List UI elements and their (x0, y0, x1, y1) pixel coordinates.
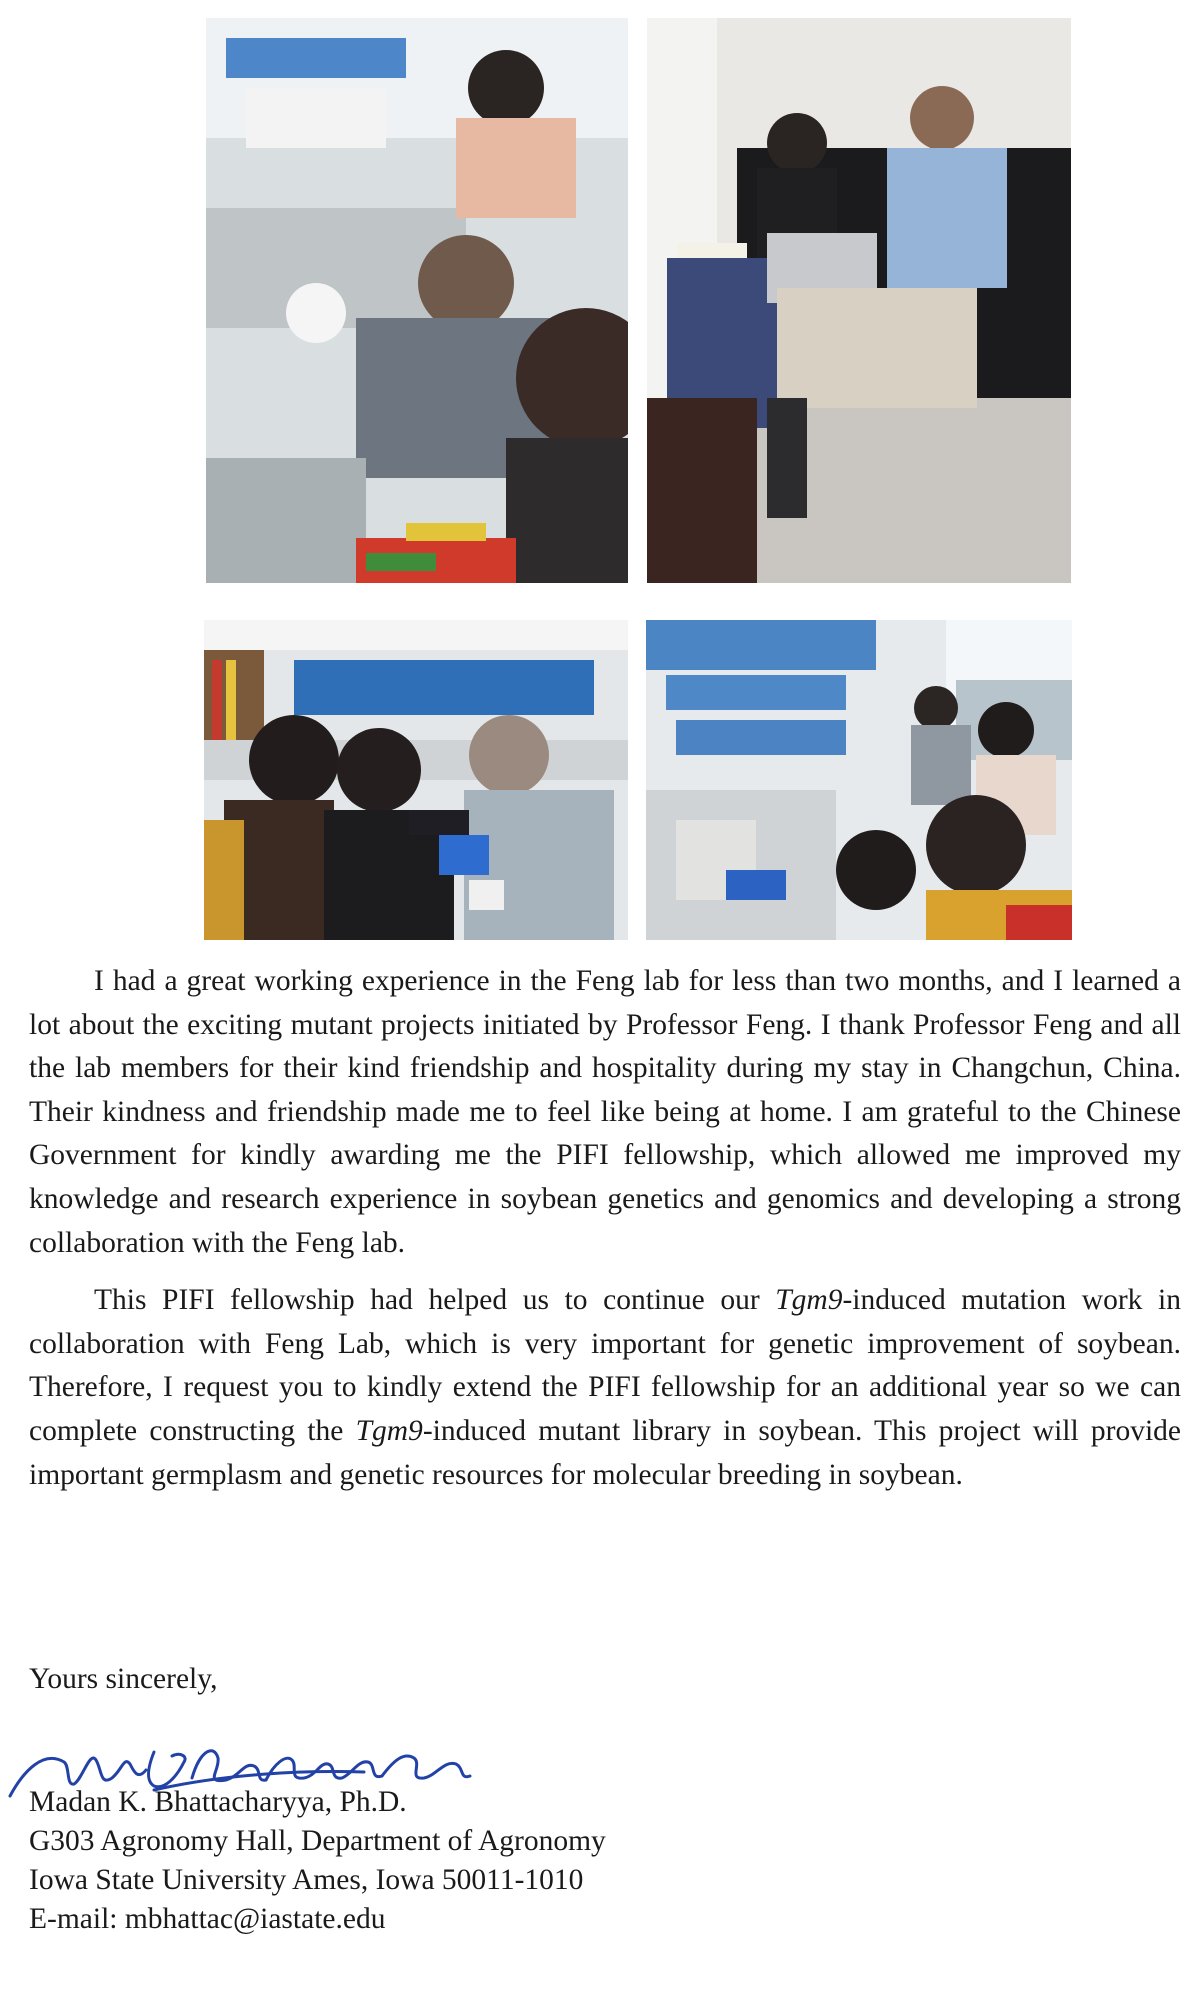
gene-name-tgm9: Tgm9 (355, 1414, 423, 1447)
lab-bench-photo (206, 18, 628, 583)
letter-body (29, 960, 1181, 1511)
address-line-2: Iowa State University Ames, Iowa 50011-1010 (29, 1864, 584, 1896)
laptop-meeting-photo (647, 18, 1071, 583)
body-paragraph-2 (29, 1279, 1181, 1497)
signature-block (29, 1783, 606, 1939)
para2-text-c: -induced mutation work in collaboration with Feng Lab, which is very important for genetic improvement of soybean. Therefore, I request you to kindly extend the PIFI fellowship for an additional year so we can complete constructing the (29, 1284, 1181, 1447)
gene-name-tgm9: Tgm9 (775, 1284, 843, 1317)
closing-salutation: Yours sincerely, (29, 1663, 218, 1695)
address-line-1: G303 Agronomy Hall, Department of Agronomy (29, 1825, 606, 1857)
microscope-group-photo (204, 620, 628, 940)
para2-text-a: This PIFI fellowship had helped us to continue our (94, 1284, 776, 1317)
lab-room-group-photo (646, 620, 1072, 940)
body-paragraph-1: I had a great working experience in the Feng lab for less than two months, and I learned a lot about the exciting mutant projects initiated by Professor Feng. I thank Professor Feng and all the lab members for their kind friendship and hospitality during my stay in Changchun, China. Their kindness and friendship made me to feel like being at home. I am grateful to the Chinese Government for kindly awarding me the PIFI fellowship, which allowed me improved my knowledge and research experience in soybean genetics and genomics and developing a strong collaboration with the Feng lab. (29, 965, 1181, 1259)
email-address: E-mail: mbhattac@iastate.edu (29, 1903, 386, 1935)
para2-text-e: -induced mutant library in soybean. This project will provide important germplasm and genetic resources for molecular breeding in soybean. (29, 1414, 1181, 1491)
signatory-name: Madan K. Bhattacharyya, Ph.D. (29, 1786, 407, 1818)
